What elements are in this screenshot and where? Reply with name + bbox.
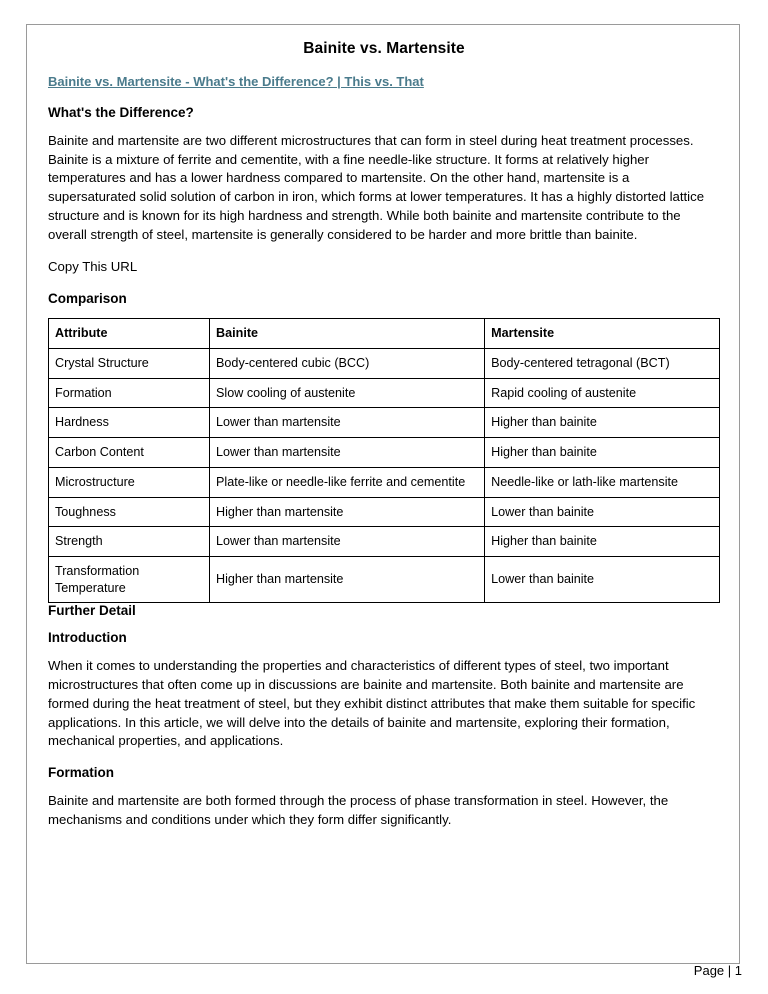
table-cell: Lower than martensite [210,408,485,438]
whats-the-difference-heading: What's the Difference? [48,105,194,120]
formation-heading: Formation [48,765,114,781]
table-header-row [49,319,720,349]
table-row [49,467,720,497]
table-cell: Higher than bainite [485,408,720,438]
table-cell: Lower than bainite [485,557,720,603]
page-number: Page | 1 [693,963,742,978]
copy-this-url-link[interactable]: Copy This URL [48,259,138,275]
introduction-heading: Introduction [48,630,127,646]
table-row [49,408,720,438]
table-cell: Formation [49,378,210,408]
table-cell: Plate-like or needle-like ferrite and cementite [210,467,485,497]
page-title: Bainite vs. Martensite [303,40,465,57]
table-row [49,438,720,468]
table-row [49,527,720,557]
whats-the-difference-text: Bainite and martensite are two different microstructures that can form in steel during heat treatment processes. Bainite is a mixture of ferrite and cementite, with a fine needle-like structure. It forms at relatively higher temperatures and has a lower hardness compared to martensite. On the other hand, martensite is a supersaturated solid solution of carbon in iron, which forms at lower temperatures. It has a highly distorted lattice structure and is known for its high hardness and strength. While both bainite and martensite contribute to the overall strength of steel, martensite is generally considered to be harder and more brittle than bainite. [48,133,705,242]
table-cell: Hardness [49,408,210,438]
table-cell: Body-centered tetragonal (BCT) [485,348,720,378]
table-cell: Transformation Temperature [49,557,210,603]
table-cell: Higher than martensite [210,557,485,603]
further-detail-heading: Further Detail [48,603,136,619]
table-cell: Crystal Structure [49,348,210,378]
table-cell: Toughness [49,497,210,527]
table-header-cell: Attribute [49,319,210,349]
table-cell: Strength [49,527,210,557]
table-cell: Higher than martensite [210,497,485,527]
table-cell: Higher than bainite [485,527,720,557]
formation-text: Bainite and martensite are both formed through the process of phase transformation in steel. However, the mechanisms and conditions under which they form differ significantly. [48,793,669,827]
table-cell: Carbon Content [49,438,210,468]
table-row [49,348,720,378]
table-cell: Higher than bainite [485,438,720,468]
table-row [49,378,720,408]
table-cell: Slow cooling of austenite [210,378,485,408]
comparison-table [48,318,720,603]
table-header-cell: Martensite [485,319,720,349]
page-content [26,22,742,830]
source-link[interactable]: Bainite vs. Martensite - What's the Difference? | This vs. That [48,74,424,89]
table-cell: Body-centered cubic (BCC) [210,348,485,378]
table-header-cell: Bainite [210,319,485,349]
table-cell: Lower than bainite [485,497,720,527]
table-cell: Microstructure [49,467,210,497]
table-cell: Lower than martensite [210,527,485,557]
table-cell: Needle-like or lath-like martensite [485,467,720,497]
table-row [49,557,720,603]
table-cell: Lower than martensite [210,438,485,468]
table-cell: Rapid cooling of austenite [485,378,720,408]
table-row [49,497,720,527]
introduction-text: When it comes to understanding the properties and characteristics of different types of steel, two important microstructures that often come up in discussions are bainite and martensite. Both bainite and martensite are formed during the heat treatment of steel, but they exhibit distinct attributes that make them suitable for specific applications. In this article, we will delve into the details of bainite and martensite, exploring their formation, mechanical properties, and applications. [48,658,696,749]
comparison-heading: Comparison [48,291,127,307]
